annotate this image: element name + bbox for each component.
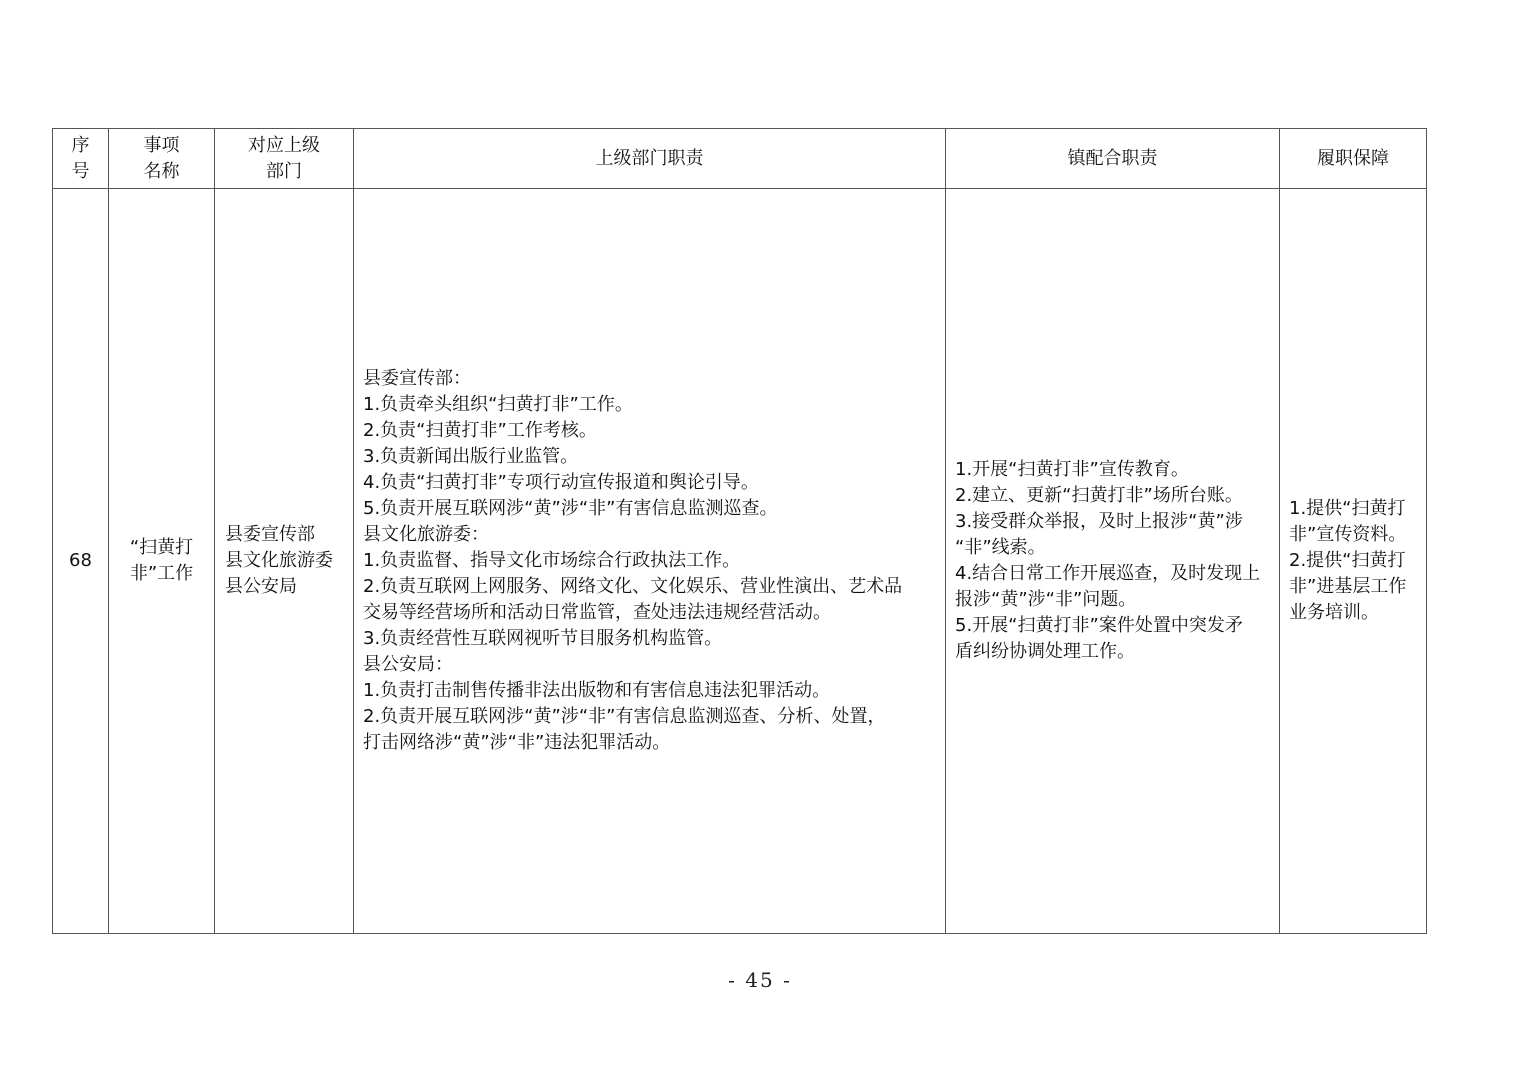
row-duty [354,189,946,934]
duty-line-2: 1.负责牵头组织“扫黄打非”工作。 [363,394,633,415]
header-dept-line-2: 部门 [266,160,302,182]
duty-line-4: 3.负责新闻出版行业监管。 [363,446,579,467]
duty-line-9: 2.负责互联网上网服务、网络文化、文化娱乐、营业性演出、艺术品 [363,576,903,597]
header-seq-line-1: 序 [71,134,90,156]
town-line-4: “非”线索。 [955,537,1046,558]
header-dept [215,129,354,189]
guarantee-line-1: 1.提供“扫黄打 [1289,498,1406,519]
duty-line-15: 打击网络涉“黄”涉“非”违法犯罪活动。 [363,732,671,753]
town-line-7: 5.开展“扫黄打非”案件处置中突发矛 [955,615,1243,636]
header-guarantee: 履职保障 [1280,129,1427,189]
duty-line-12: 县公安局： [363,654,453,675]
header-item-line-1: 事项 [143,134,180,156]
header-item [109,129,215,189]
row-dept-line-3: 县公安局 [225,576,297,597]
duty-line-14: 2.负责开展互联网涉“黄”涉“非”有害信息监测巡查、分析、处置， [363,706,886,727]
duty-line-1: 县委宣传部： [363,368,471,389]
town-line-5: 4.结合日常工作开展巡查，及时发现上 [955,563,1261,584]
row-town [946,189,1280,934]
table-row [53,189,1427,934]
guarantee-line-2: 非”宣传资料。 [1289,524,1407,545]
guarantee-line-3: 2.提供“扫黄打 [1289,550,1406,571]
row-item-line-2: 非”工作 [129,563,194,584]
duty-line-7: 县文化旅游委： [363,524,489,545]
town-line-2: 2.建立、更新“扫黄打非”场所台账。 [955,485,1243,506]
header-row [53,129,1427,189]
header-seq [53,129,109,189]
town-line-1: 1.开展“扫黄打非”宣传教育。 [955,459,1189,480]
duty-line-6: 5.负责开展互联网涉“黄”涉“非”有害信息监测巡查。 [363,498,778,519]
duty-line-8: 1.负责监督、指导文化市场综合行政执法工作。 [363,550,741,571]
header-dept-line-1: 对应上级 [248,134,320,156]
duty-line-5: 4.负责“扫黄打非”专项行动宣传报道和舆论引导。 [363,472,759,493]
row-dept [215,189,354,934]
row-dept-line-1: 县委宣传部 [225,524,315,545]
row-item [109,189,215,934]
row-seq: 68 [53,189,109,934]
town-line-8: 盾纠纷协调处理工作。 [955,641,1135,662]
duty-table [52,128,1427,934]
duty-line-3: 2.负责“扫黄打非”工作考核。 [363,420,597,441]
row-dept-line-2: 县文化旅游委 [225,550,333,571]
header-seq-line-2: 号 [71,160,90,182]
duty-line-11: 3.负责经营性互联网视听节目服务机构监管。 [363,628,723,649]
town-line-3: 3.接受群众举报，及时上报涉“黄”涉 [955,511,1243,532]
guarantee-line-5: 业务培训。 [1289,602,1379,623]
header-duty: 上级部门职责 [354,129,946,189]
duty-line-10: 交易等经营场所和活动日常监管，查处违法违规经营活动。 [363,602,831,623]
page-number: - 45 - [728,968,792,992]
header-item-line-2: 名称 [143,160,180,182]
row-item-line-1: “扫黄打 [129,537,194,558]
row-guarantee [1280,189,1427,934]
town-line-6: 报涉“黄”涉“非”问题。 [955,589,1137,610]
header-town: 镇配合职责 [946,129,1280,189]
guarantee-line-4: 非”进基层工作 [1289,576,1407,597]
duty-line-13: 1.负责打击制售传播非法出版物和有害信息违法犯罪活动。 [363,680,831,701]
